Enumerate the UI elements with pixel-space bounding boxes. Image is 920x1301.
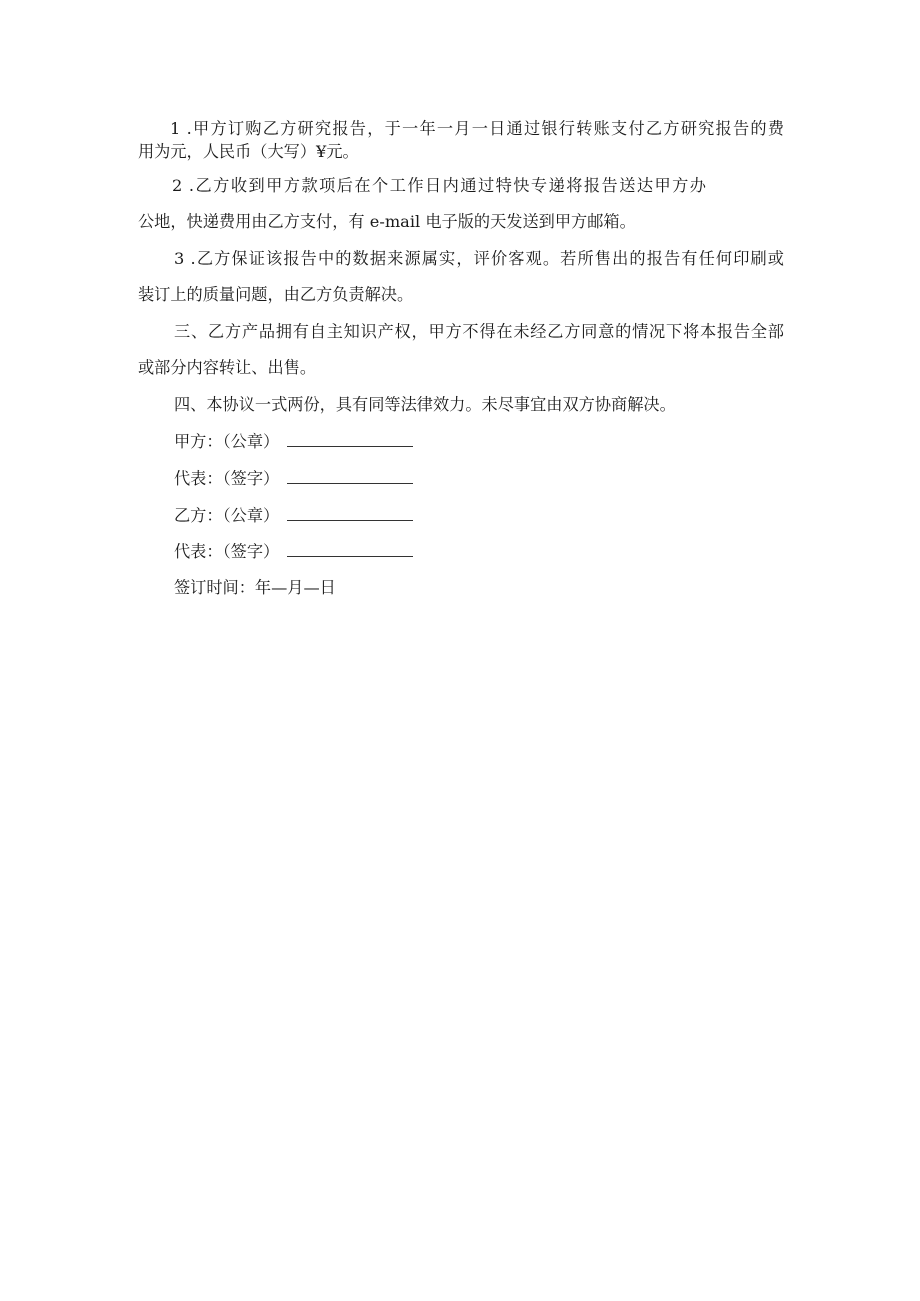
rep-b-sign-label: 代表：（签字） — [174, 542, 280, 561]
party-a-seal-blank — [287, 432, 413, 447]
clause-2-line-1: 2 .乙方收到甲方款项后在个工作日内通过特快专递将报告送达甲方办 — [172, 176, 706, 195]
signing-date: 签订时间：年—月—日 — [174, 578, 336, 597]
party-b-seal-label: 乙方：（公章） — [174, 506, 280, 525]
section-4-line-1: 四、本协议一式两份，具有同等法律效力。未尽事宜由双方协商解决。 — [174, 395, 676, 414]
clause-3-line-1: 3 .乙方保证该报告中的数据来源属实，评价客观。若所售出的报告有任何印刷或 — [174, 249, 784, 268]
rep-b-sign-row — [174, 542, 413, 562]
rep-b-sign-blank — [287, 542, 413, 557]
rep-a-sign-row — [174, 469, 413, 489]
party-a-seal-row — [174, 432, 413, 452]
party-b-seal-row — [174, 506, 413, 526]
clause-1-line-1: 1 .甲方订购乙方研究报告，于一年一月一日通过银行转账支付乙方研究报告的费 — [170, 119, 784, 138]
rep-a-sign-label: 代表：（签字） — [174, 469, 280, 488]
clause-1-line-2: 用为元，人民币（大写）¥元。 — [138, 142, 359, 161]
clause-3-line-2: 装订上的质量问题，由乙方负责解决。 — [138, 285, 414, 304]
rep-a-sign-blank — [287, 469, 413, 484]
clause-2-line-2: 公地，快递费用由乙方支付，有 e-mail 电子版的天发送到甲方邮箱。 — [138, 212, 636, 231]
party-b-seal-blank — [287, 506, 413, 521]
party-a-seal-label: 甲方：（公章） — [174, 432, 280, 451]
section-3-line-1: 三、乙方产品拥有自主知识产权，甲方不得在未经乙方同意的情况下将本报告全部 — [174, 322, 784, 341]
section-3-line-2: 或部分内容转让、出售。 — [138, 358, 317, 377]
